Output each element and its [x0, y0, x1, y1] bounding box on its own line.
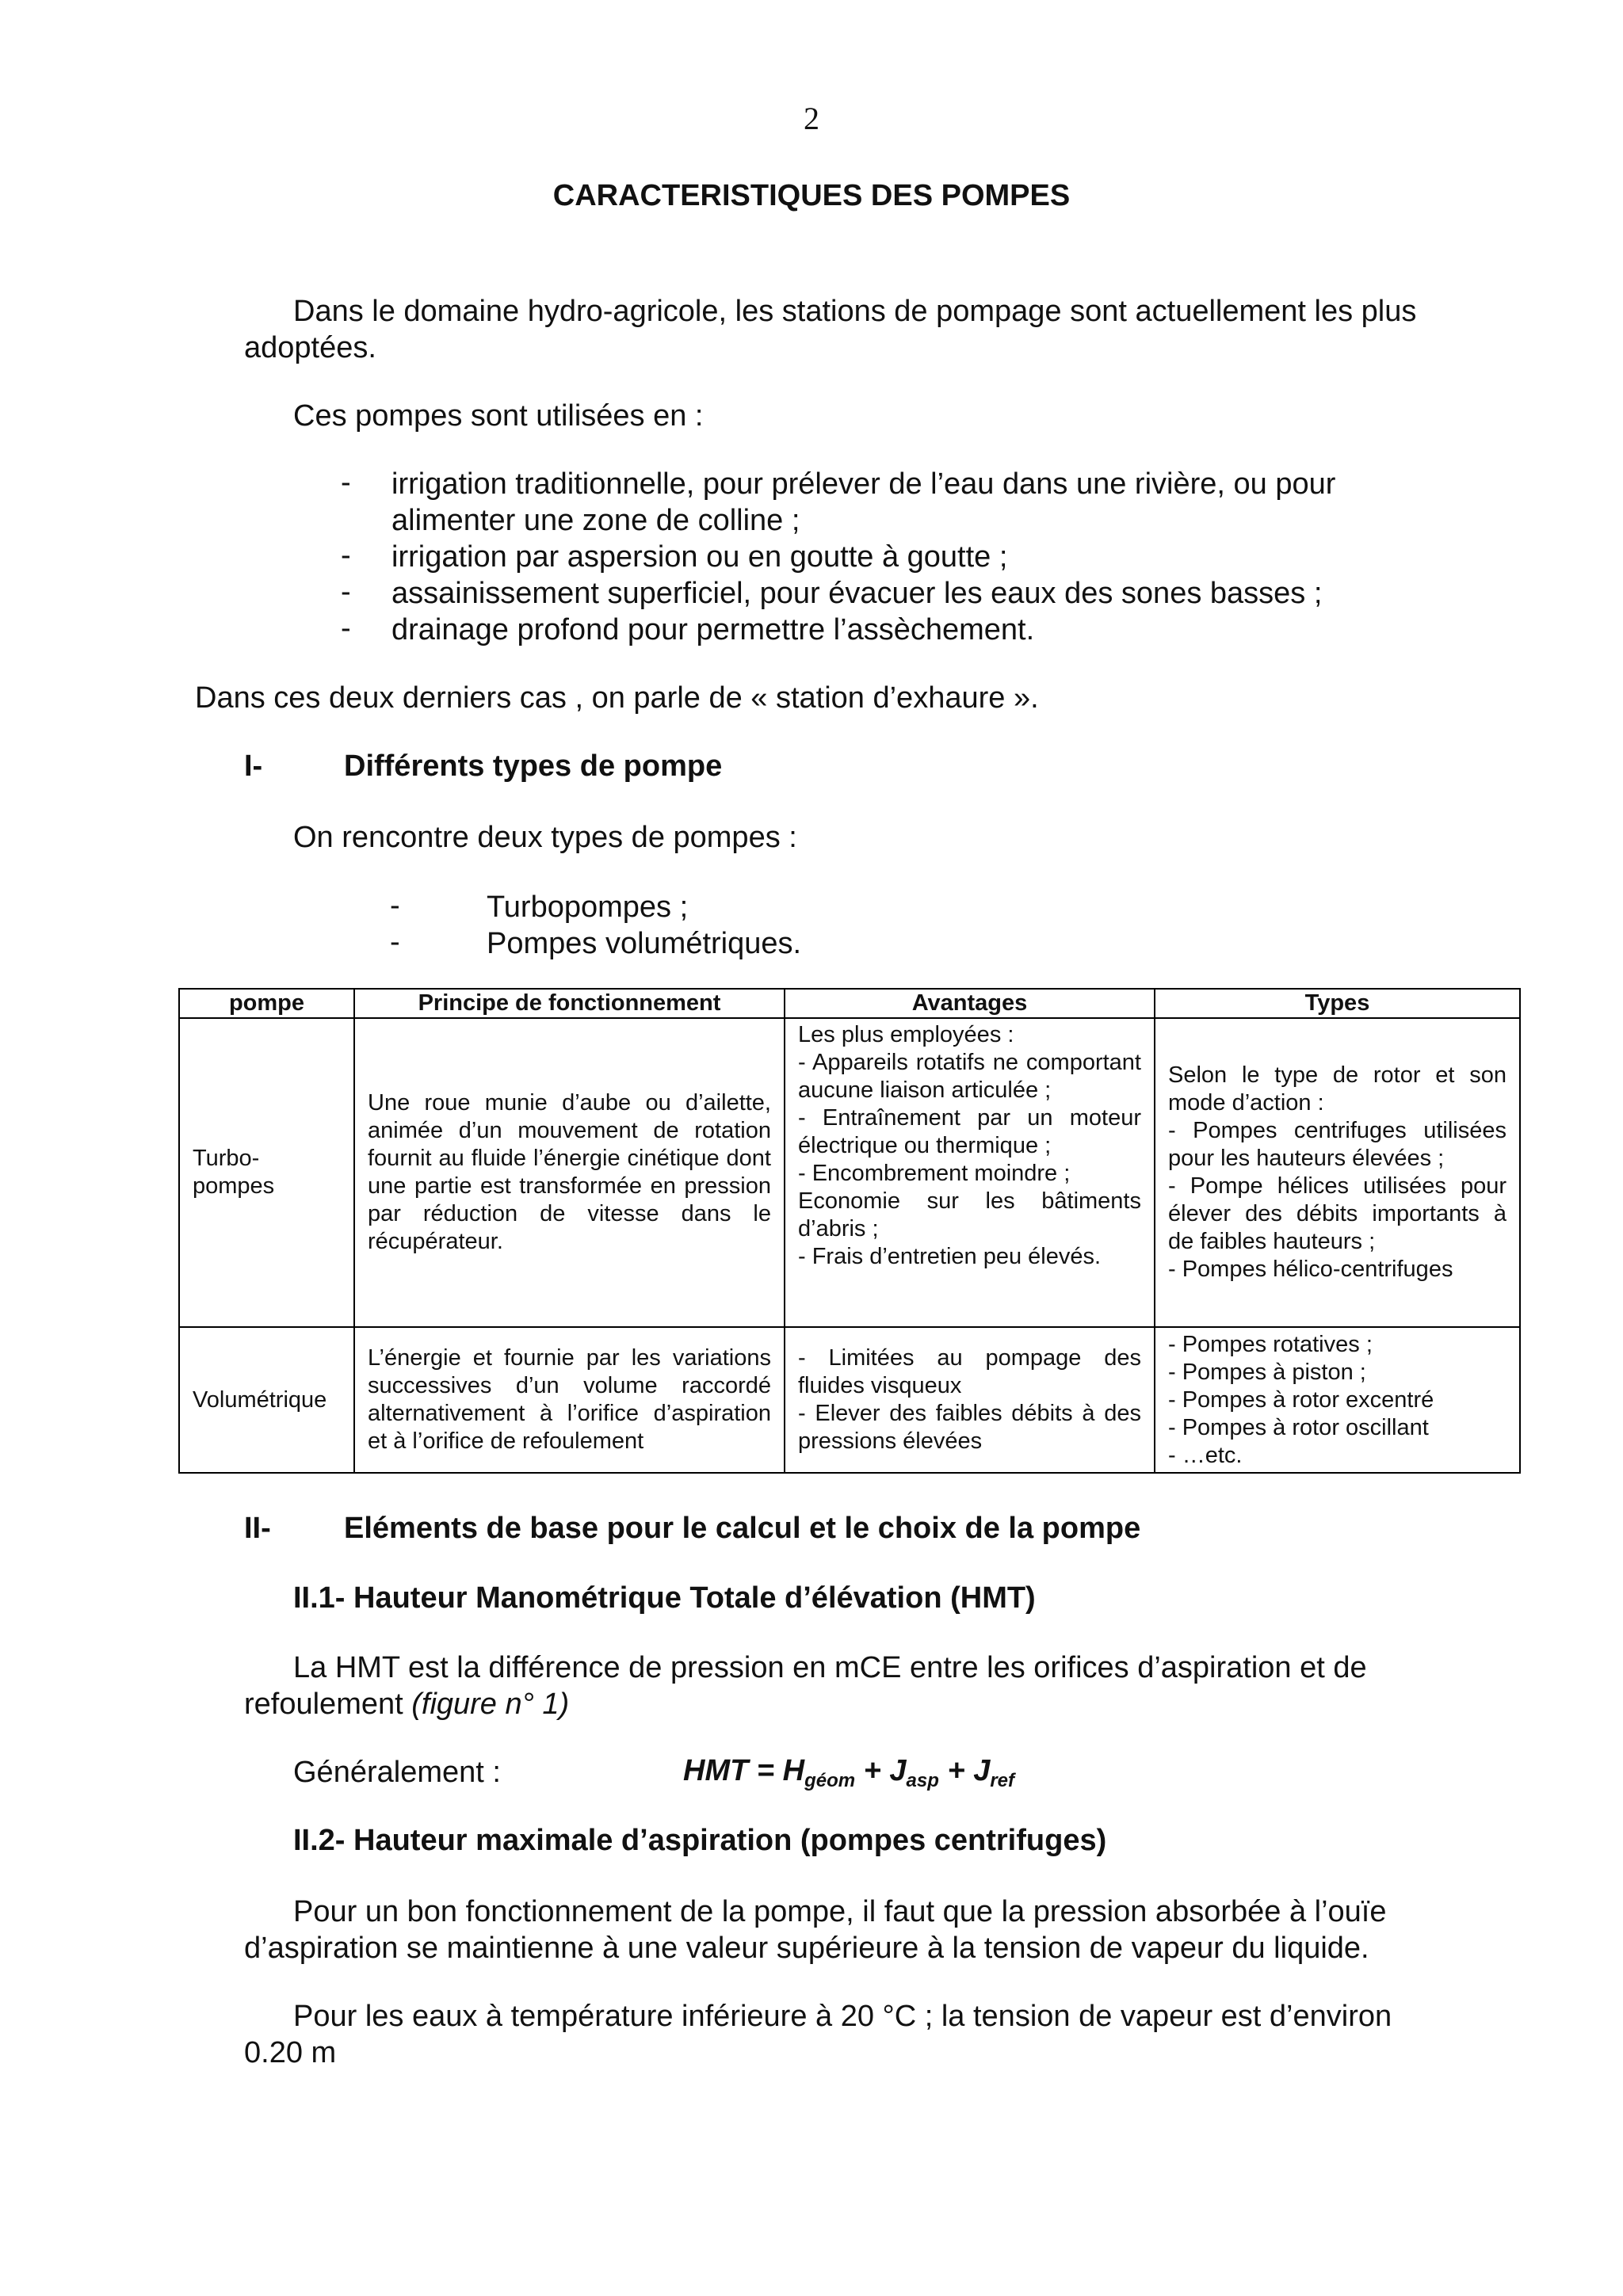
- bullet-item: assainissement superficiel, pour évacuer les eaux des sones basses ;: [391, 577, 1323, 610]
- hmt-definition-line2: [244, 1686, 569, 1722]
- section-heading: Eléments de base pour le calcul et le choix de la pompe: [344, 1512, 1141, 1545]
- formula-subscript: géom: [804, 1770, 856, 1791]
- bullet-item: drainage profond pour permettre l’assèchement.: [391, 613, 1035, 646]
- cell-avantages: - Limitées au pompage des fluides visqueux - Elever des faibles débits à des pressions élevées: [785, 1327, 1155, 1473]
- hmt-definition-line1: La HMT est la différence de pression en mCE entre les orifices d’aspiration et de: [293, 1651, 1367, 1684]
- intro-paragraph-line2: adoptées.: [244, 331, 376, 364]
- section-number: II-: [244, 1512, 271, 1545]
- bullet-item: irrigation par aspersion ou en goutte à goutte ;: [391, 540, 1008, 574]
- bullet-dash: -: [341, 539, 351, 572]
- list-item-turbopompes: Turbopompes ;: [487, 891, 689, 924]
- cell-avantages: Les plus employées : - Appareils rotatifs ne comportant aucune liaison articulée ; - Entraînement par un moteur électrique ou thermique ; - Encombrement moindre ; Economie sur les bâtiments d’abris ; - Frais d’entretien peu élevés.: [785, 1018, 1155, 1327]
- aspiration-paragraph-line1: Pour un bon fonctionnement de la pompe, il faut que la pression absorbée à l’ouïe: [293, 1895, 1387, 1928]
- bullet-item-line2: alimenter une zone de colline ;: [391, 504, 800, 537]
- formula-subscript: ref: [990, 1770, 1015, 1791]
- vapor-paragraph-line1: Pour les eaux à température inférieure à 20 °C ; la tension de vapeur est d’environ: [293, 2000, 1392, 2033]
- section-paragraph: On rencontre deux types de pompes :: [293, 821, 797, 854]
- cell-principe: L’énergie et fournie par les variations successives d’un volume raccordé alternativement à l’orifice d’aspiration et à l’orifice de refoulement: [354, 1327, 785, 1473]
- generally-label: Généralement :: [293, 1756, 501, 1789]
- bullet-dash: -: [341, 466, 351, 499]
- vapor-paragraph-line2: 0.20 m: [244, 2036, 337, 2069]
- aspiration-paragraph-line2: d’aspiration se maintienne à une valeur supérieure à la tension de vapeur du liquide.: [244, 1932, 1369, 1965]
- intro-usage-lead: Ces pompes sont utilisées en :: [293, 399, 704, 433]
- bullet-item-line1: irrigation traditionnelle, pour prélever de l’eau dans une rivière, ou pour: [391, 467, 1336, 501]
- cell-pompe: Volumétrique: [179, 1327, 354, 1473]
- formula-subscript: asp: [906, 1770, 939, 1791]
- column-header-types: Types: [1155, 989, 1520, 1018]
- page-title: CARACTERISTIQUES DES POMPES: [552, 179, 1071, 212]
- cell-principe: Une roue munie d’aube ou d’ailette, animée d’un mouvement de rotation fournit au fluide l’énergie cinétique dont une partie est transformée en pression par réduction de vitesse dans le récupérateur.: [354, 1018, 785, 1327]
- table-row: [179, 1018, 1520, 1327]
- hmt-definition-text: refoulement: [244, 1688, 412, 1721]
- formula-part: + J: [938, 1754, 991, 1787]
- column-header-principe: Principe de fonctionnement: [354, 989, 785, 1018]
- column-header-avantages: Avantages: [785, 989, 1155, 1018]
- list-dash: -: [390, 889, 400, 922]
- hmt-formula: [683, 1754, 1014, 1792]
- section-number: I-: [244, 749, 263, 783]
- formula-part: + J: [855, 1754, 907, 1787]
- subsection-heading-hmt: II.1- Hauteur Manométrique Totale d’élévation (HMT): [293, 1581, 1036, 1615]
- formula-part: HMT = H: [683, 1754, 805, 1787]
- bullet-dash: -: [341, 575, 351, 608]
- pump-types-table: [178, 988, 1521, 1474]
- page-number: 2: [804, 101, 819, 136]
- intro-paragraph-line1: Dans le domaine hydro-agricole, les stations de pompage sont actuellement les plus: [293, 295, 1417, 328]
- section-heading: Différents types de pompe: [344, 749, 723, 783]
- bullet-dash: -: [341, 612, 351, 645]
- table-header-row: [179, 989, 1520, 1018]
- cell-types: - Pompes rotatives ; - Pompes à piston ; - Pompes à rotor excentré - Pompes à rotor oscillant - …etc.: [1155, 1327, 1520, 1473]
- table-row: [179, 1327, 1520, 1473]
- subsection-heading-aspiration: II.2- Hauteur maximale d’aspiration (pompes centrifuges): [293, 1824, 1107, 1857]
- cell-types: Selon le type de rotor et son mode d’action : - Pompes centrifuges utilisées pour les hauteurs élevées ; - Pompe hélices utilisées pour élever des débits importants à de faibles hauteurs ; - Pompes hélico-centrifuges: [1155, 1018, 1520, 1327]
- list-dash: -: [390, 925, 400, 959]
- cell-pompe: Turbo- pompes: [179, 1018, 354, 1327]
- station-exhaure-note: Dans ces deux derniers cas , on parle de « station d’exhaure ».: [195, 681, 1039, 715]
- list-item-volumetriques: Pompes volumétriques.: [487, 927, 802, 960]
- column-header-pompe: pompe: [179, 989, 354, 1018]
- figure-reference: (figure n° 1): [411, 1688, 570, 1721]
